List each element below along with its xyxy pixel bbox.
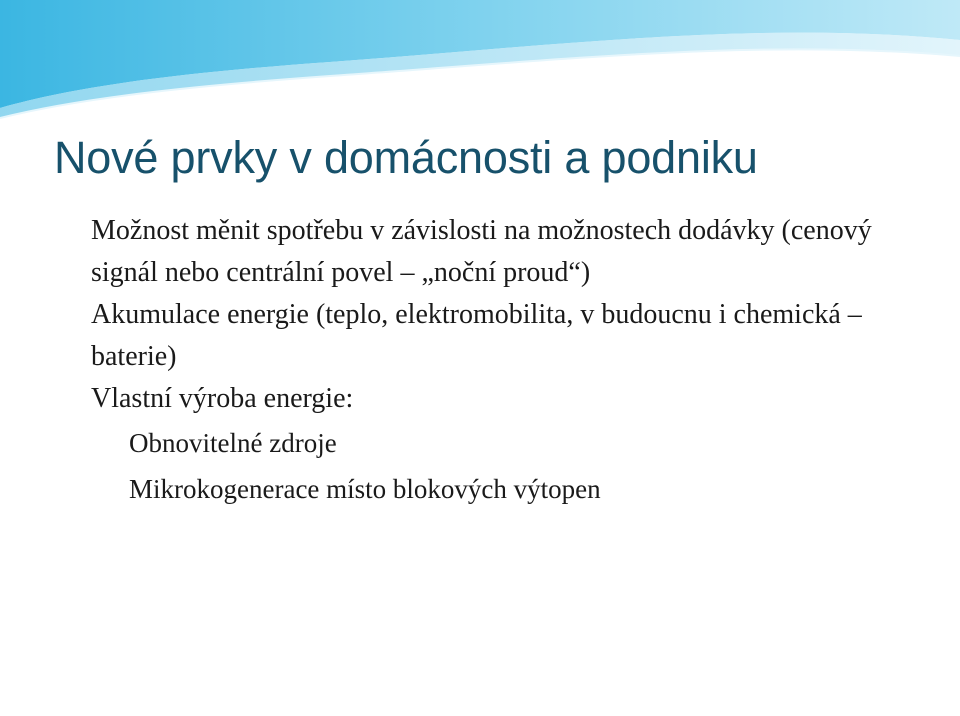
header-wave-decoration <box>0 0 960 120</box>
slide-title: Nové prvky v domácnosti a podniku <box>54 132 758 183</box>
bullet-item: Možnost měnit spotřebu v závislosti na možnostech dodávky (cenový signál nebo centrální povel – „noční proud“) <box>91 215 872 288</box>
sub-bullet-item: Mikrokogenerace místo blokových výtopen <box>129 474 601 504</box>
sub-bullet-item: Obnovitelné zdroje <box>129 428 337 458</box>
bullet-item: Vlastní výroba energie: <box>91 383 354 414</box>
bullet-item: Akumulace energie (teplo, elektromobilita, v budoucnu i chemická – baterie) <box>91 299 862 372</box>
bullet-list <box>91 210 941 512</box>
